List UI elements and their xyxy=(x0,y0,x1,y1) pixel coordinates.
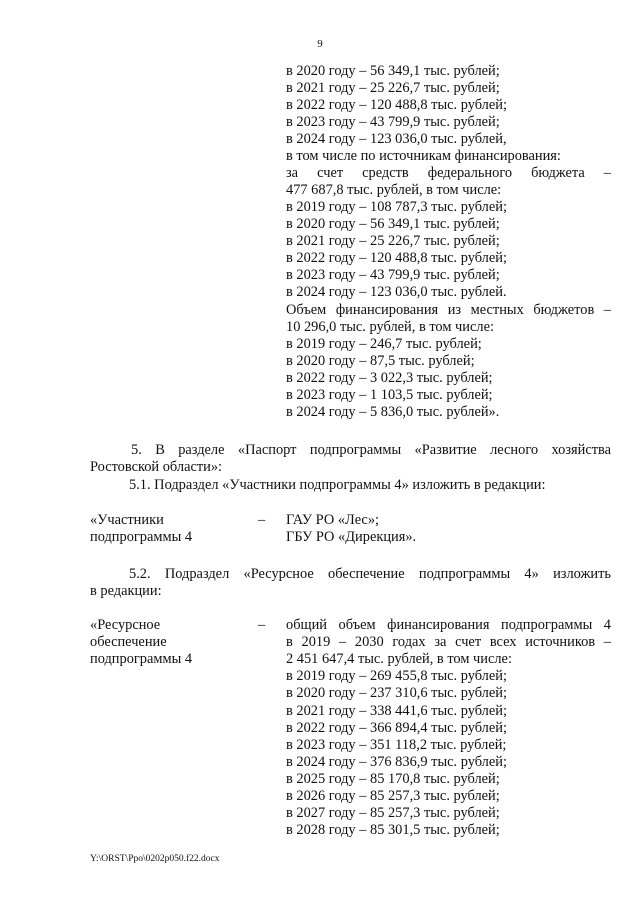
resources-line: в 2025 году – 85 170,8 тыс. рублей; xyxy=(286,771,500,787)
footer-file-path: Y:\ORST\Ppo\0202p050.f22.docx xyxy=(90,854,220,864)
text-line: в 2024 году – 5 836,0 тыс. рублей». xyxy=(286,404,500,420)
text-line: в 2021 году – 25 226,7 тыс. рублей; xyxy=(286,233,500,249)
text-line: в 2023 году – 43 799,9 тыс. рублей; xyxy=(286,267,500,283)
text-line: 10 296,0 тыс. рублей, в том числе: xyxy=(286,319,494,335)
text-line: в 2022 году – 120 488,8 тыс. рублей; xyxy=(286,97,507,113)
resources-label: «Ресурсное xyxy=(90,617,161,633)
section-5-heading-cont: Ростовской области»: xyxy=(90,459,223,475)
resources-line: общий объем финансирования подпрограммы 4 xyxy=(286,617,611,633)
resources-label: обеспечение xyxy=(90,634,167,650)
participants-value: ГАУ РО «Лес»; xyxy=(286,512,380,528)
resources-line: 2 451 647,4 тыс. рублей, в том числе: xyxy=(286,651,512,667)
resources-line: в 2028 году – 85 301,5 тыс. рублей; xyxy=(286,822,500,838)
resources-line: в 2026 году – 85 257,3 тыс. рублей; xyxy=(286,788,500,804)
text-line: в 2024 году – 123 036,0 тыс. рублей, xyxy=(286,131,507,147)
text-line: в 2023 году – 1 103,5 тыс. рублей; xyxy=(286,387,493,403)
subsection-5-2-cont: в редакции: xyxy=(90,583,162,599)
text-line: в 2020 году – 56 349,1 тыс. рублей; xyxy=(286,63,500,79)
text-line: в том числе по источникам финансирования: xyxy=(286,148,561,164)
text-line: в 2020 году – 87,5 тыс. рублей; xyxy=(286,353,475,369)
resources-line: в 2020 году – 237 310,6 тыс. рублей; xyxy=(286,685,507,701)
resources-line: в 2023 году – 351 118,2 тыс. рублей; xyxy=(286,737,507,753)
text-line: в 2019 году – 246,7 тыс. рублей; xyxy=(286,336,482,352)
text-line: в 2024 году – 123 036,0 тыс. рублей. xyxy=(286,284,507,300)
subsection-5-2: 5.2. Подраздел «Ресурсное обеспечение подпрограммы 4» изложить xyxy=(129,566,611,582)
resources-line: в 2021 году – 338 441,6 тыс. рублей; xyxy=(286,703,507,719)
page-number: 9 xyxy=(317,38,323,50)
text-line: за счет средств федерального бюджета – xyxy=(286,165,611,181)
text-line: в 2019 году – 108 787,3 тыс. рублей; xyxy=(286,199,507,215)
resources-line: в 2022 году – 366 894,4 тыс. рублей; xyxy=(286,720,507,736)
text-line: в 2022 году – 3 022,3 тыс. рублей; xyxy=(286,370,493,386)
participants-label: подпрограммы 4 xyxy=(90,529,193,545)
resources-line: в 2019 году – 269 455,8 тыс. рублей; xyxy=(286,668,507,684)
text-line: в 2021 году – 25 226,7 тыс. рублей; xyxy=(286,80,500,96)
text-line: в 2023 году – 43 799,9 тыс. рублей; xyxy=(286,114,500,130)
text-line: в 2022 году – 120 488,8 тыс. рублей; xyxy=(286,250,507,266)
resources-label: подпрограммы 4 xyxy=(90,651,193,667)
resources-line: в 2027 году – 85 257,3 тыс. рублей; xyxy=(286,805,500,821)
text-line: 477 687,8 тыс. рублей, в том числе: xyxy=(286,182,502,198)
subsection-5-1: 5.1. Подраздел «Участники подпрограммы 4» изложить в редакции: xyxy=(129,477,546,493)
text-line: Объем финансирования из местных бюджетов – xyxy=(286,302,611,318)
section-5-heading: 5. В разделе «Паспорт подпрограммы «Развитие лесного хозяйства xyxy=(131,442,611,458)
resources-line: в 2019 – 2030 годах за счет всех источников – xyxy=(286,634,611,650)
dash: – xyxy=(258,512,266,528)
text-line: в 2020 году – 56 349,1 тыс. рублей; xyxy=(286,216,500,232)
participants-label: «Участники xyxy=(90,512,164,528)
dash: – xyxy=(258,617,266,633)
participants-value: ГБУ РО «Дирекция». xyxy=(286,529,417,545)
resources-line: в 2024 году – 376 836,9 тыс. рублей; xyxy=(286,754,507,770)
